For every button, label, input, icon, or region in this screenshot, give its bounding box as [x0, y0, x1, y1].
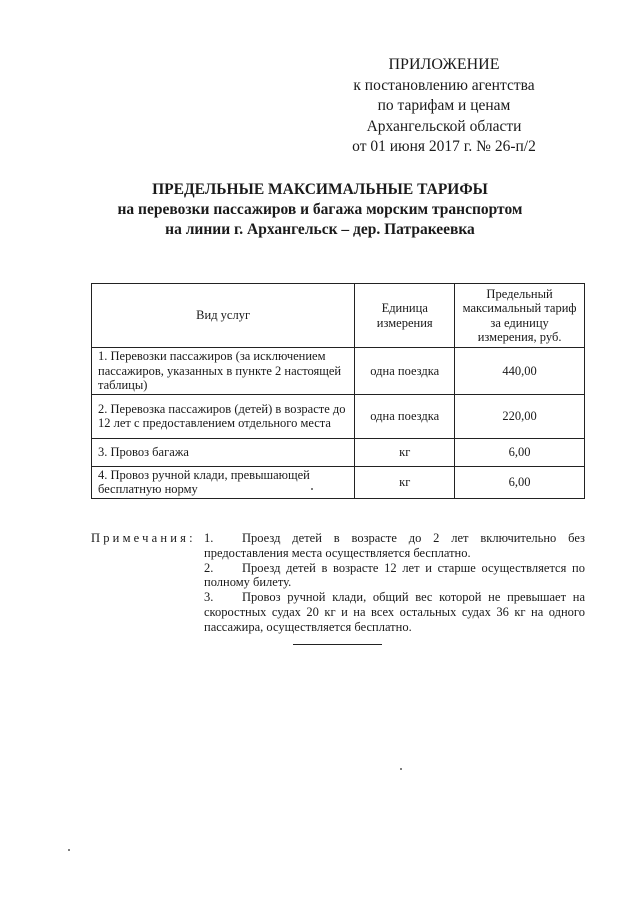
scan-speck: [311, 488, 313, 490]
closing-rule: [293, 644, 382, 645]
unit-cell: кг: [355, 466, 455, 498]
appendix-block: [314, 55, 574, 158]
scan-speck: [400, 768, 402, 770]
title-line-3: на линии г. Архангельск – дер. Патракеевка: [165, 221, 475, 238]
service-cell: 2. Перевозка пассажиров (детей) в возрасте до 12 лет с предоставлением отдельного места: [92, 394, 355, 438]
document-title: [0, 180, 640, 240]
service-cell: 3. Провоз багажа: [92, 438, 355, 466]
note-number: 1.: [204, 531, 214, 545]
header-service: Вид услуг: [92, 284, 355, 348]
tariff-cell: 220,00: [455, 394, 585, 438]
note-item: [204, 561, 585, 591]
appendix-line: по тарифам и ценам: [377, 97, 511, 114]
note-number: 3.: [204, 590, 214, 605]
title-line-1: ПРЕДЕЛЬНЫЕ МАКСИМАЛЬНЫЕ ТАРИФЫ: [152, 181, 488, 198]
note-text: Проезд детей в возрасте 12 лет и старше осуществляется по полному билету.: [204, 560, 585, 590]
unit-cell: кг: [355, 438, 455, 466]
appendix-line: к постановлению агентства: [353, 76, 535, 94]
tariffs-table: [91, 283, 585, 499]
note-text: Провоз ручной клади, общий вес которой не превышает на скоростных судах 20 кг и на всех остальных судах 36 кг на одного пассажира, осуществляется бесплатно.: [204, 590, 585, 634]
note-number: 2.: [204, 560, 214, 575]
service-cell: 1. Перевозки пассажиров (за исключением пассажиров, указанных в пункте 2 настоящей таблицы): [92, 348, 355, 395]
title-line-2: на перевозки пассажиров и багажа морским транспортом: [117, 201, 523, 218]
notes-label: Примечания:: [91, 531, 196, 545]
table-row: [92, 466, 585, 498]
header-tariff: Предельный максимальный тариф за единицу измерения, руб.: [455, 284, 585, 348]
note-text: Проезд детей в возрасте до 2 лет включительно без предоставления места осуществляется бесплатно.: [204, 531, 585, 560]
table-row: [92, 438, 585, 466]
tariff-cell: 6,00: [455, 466, 585, 498]
appendix-date-line: от 01 июня 2017 г. № 26-п/2: [352, 138, 536, 155]
appendix-line: Архангельской области: [366, 117, 522, 135]
table-row: [92, 394, 585, 438]
table-header-row: [92, 284, 585, 348]
unit-cell: одна поездка: [355, 394, 455, 438]
note-item: [204, 590, 585, 634]
note-item: [204, 531, 585, 561]
appendix-heading: ПРИЛОЖЕНИЕ: [388, 56, 500, 73]
tariff-cell: 440,00: [455, 348, 585, 395]
scan-speck: [68, 849, 70, 851]
service-cell: 4. Провоз ручной клади, превышающей бесплатную норму: [92, 466, 355, 498]
header-unit: Единица измерения: [355, 284, 455, 348]
tariff-cell: 6,00: [455, 438, 585, 466]
unit-cell: одна поездка: [355, 348, 455, 395]
table-row: [92, 348, 585, 395]
